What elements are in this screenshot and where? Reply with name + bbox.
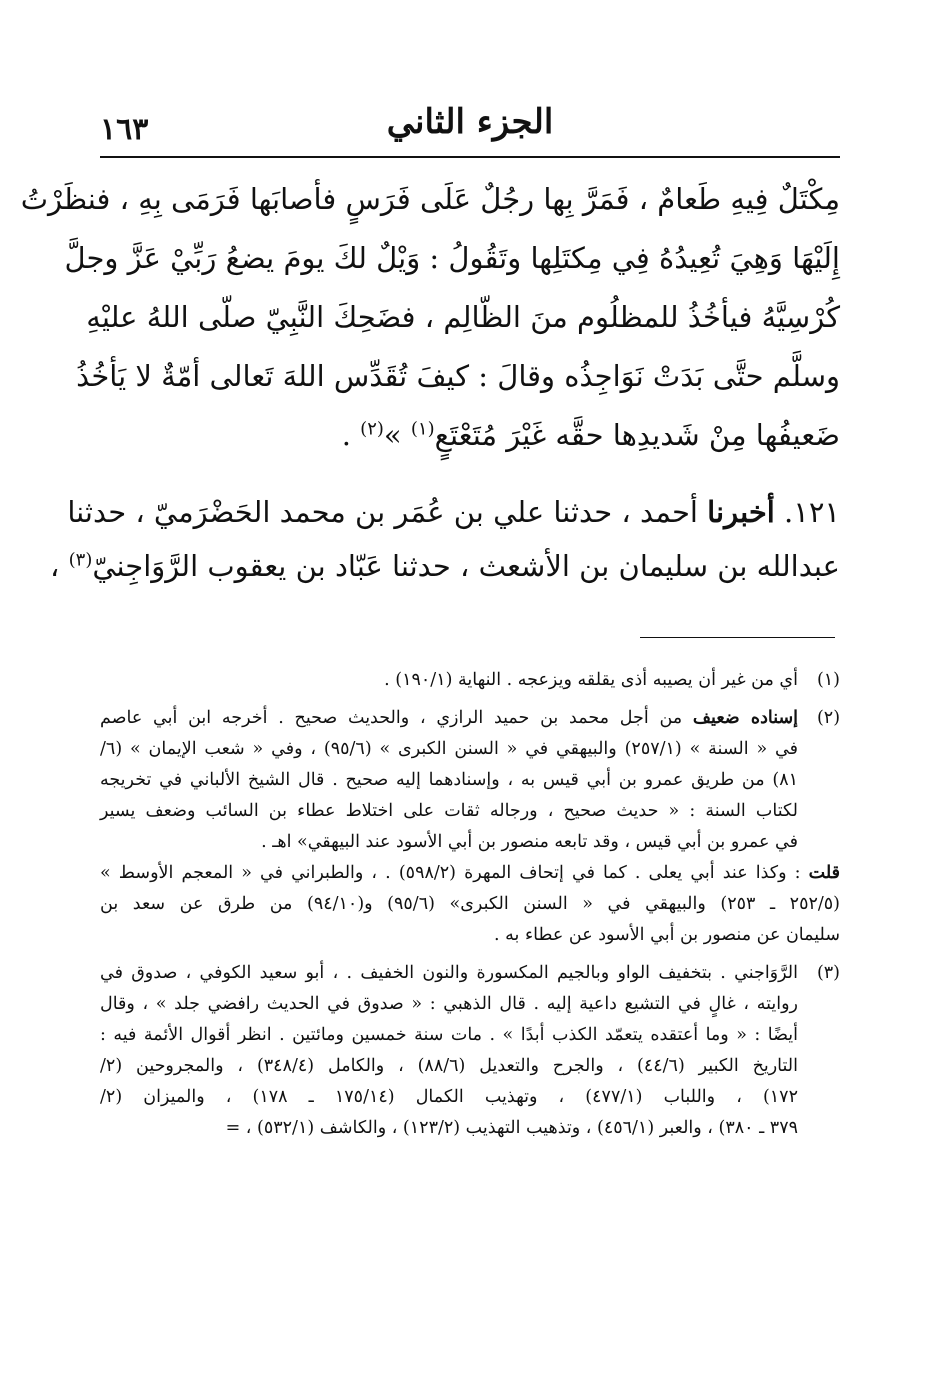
footnote-line: سليمان عن منصور بن أبي الأسود عن عطاء به .: [494, 925, 840, 945]
footnote-line: ٣٧٩ ـ ٣٨٠) ، والعبر (٤٥٦/١) ، وتذهيب التهذيب (١٢٣/٢) ، والكاشف (٥٣٢/١) ، =: [225, 1118, 798, 1138]
header-rule: [100, 156, 840, 158]
footnote-separator: [640, 637, 835, 638]
hadith-line: [67, 485, 840, 539]
footnote-line: في « السنة » (٢٥٧/١) والبيهقي في « السنن الكبرى » (٩٥/٦) ، وفي « شعب الإيمان » (٦/: [100, 739, 798, 759]
main-text: [20, 170, 840, 593]
footnote-number: (٢): [816, 708, 841, 728]
footnote-line: في عمرو بن أبي قيس ، وقد تابعه منصور بن أبي الأسود عند البيهقي» اهـ .: [261, 832, 798, 852]
footnote-3: [100, 958, 840, 989]
footnote-number: (٣): [816, 963, 840, 983]
text-line-last: [95, 406, 840, 465]
footnotes: [100, 665, 840, 1144]
hadith-text: أحمد ، حدثنا علي بن عُمَر بن محمد الحَضْرَميّ ، حدثنا: [67, 495, 708, 529]
footnote-text: أي من غير أن يصيبه أذى يقلقه ويزعجه . النهاية (١٩٠/١) .: [384, 670, 798, 690]
footnote-1: [100, 665, 840, 696]
footnote-text: : وكذا عند أبي يعلى . كما في إتحاف المهرة (٥٩٨/٢) . ، والطبراني في « المعجم الأوسط »: [100, 863, 809, 883]
footnote-line: أيضًا : « وما أعتقده يتعمّد الكذب أبدًا » . مات سنة خمسين ومائتين . انظر أقوال الأئمة فيه :: [100, 1025, 798, 1045]
footnote-bold-lead: قلت: [808, 863, 840, 883]
page-header: [100, 102, 840, 160]
quote-close: »: [383, 418, 411, 452]
text-line: مِكْتَلٌ فِيهِ طَعامٌ ، فَمَرَّ بِها رجُلٌ عَلَى فَرَسٍ فأصابَها فَرَمَى بِهِ ، فنظَرْتُ: [20, 182, 840, 216]
sentence-end: .: [341, 418, 361, 452]
footnote-2: [100, 703, 840, 734]
footnote-line: (٢٥٢/٥ ـ ٢٥٣) والبيهقي في « السنن الكبرى» (٩٥/٦) و(٩٤/١٠) من طرق عن سعد بن: [100, 894, 840, 914]
hadith-121: [50, 485, 840, 593]
footnote-line: التاريخ الكبير (٤٤/٦) ، والجرح والتعديل (٨٨/٦) ، والكامل (٣٤٨/٤) ، والمجروحين (٢/: [100, 1056, 798, 1076]
footnote-line: روايته ، غالٍ في التشيع داعية إليه . قال الذهبي : « صدوق في الحديث رافضي جلد » ، وقال: [100, 994, 798, 1014]
footnote-number: (١): [816, 670, 840, 690]
hadith-lead-word: أخبرنا: [707, 495, 775, 529]
footnote-ref-1: (١): [410, 418, 435, 440]
footnote-line: لكتاب السنة : « حديث صحيح ، ورجاله ثقات على اختلاط عطاء بن السائب وضعف يسير: [100, 801, 798, 821]
page-number: ١٦٣: [100, 112, 149, 147]
footnote-ref-2: (٢): [360, 418, 384, 440]
hadith-number: ١٢١.: [784, 495, 840, 529]
footnote-ref-3: (٣): [68, 549, 93, 571]
text-line: إِلَيْهَا وَهِيَ تُعِيدُهُ فِي مِكتَلِها وتَقُولُ : وَيْلٌ لكَ يومَ يضعُ رَبِّيْ عَزَّ وجلَّ: [64, 241, 840, 275]
footnote-line: ١٧٢) ، واللباب (٤٧٧/١) ، وتهذيب الكمال (١٧٥/١٤ ـ ١٧٨) ، والميزان (٢/: [100, 1087, 798, 1107]
hadith-text: عبدالله بن سليمان بن الأشعث ، حدثنا عَبّاد بن يعقوب الرَّوَاجِنيّ: [92, 549, 840, 583]
footnote-text: من أجل محمد بن حميد الرازي ، والحديث صحيح . أخرجه ابن أبي عاصم: [100, 708, 693, 728]
footnote-text: الرَّوَاجني . بتخفيف الواو وبالجيم المكسورة والنون الخفيف . ، أبو سعيد الكوفي ، صدوق في: [100, 963, 798, 983]
hadith-text-end: ،: [50, 549, 69, 583]
hadith-line: [50, 539, 840, 593]
running-title: الجزء الثاني: [386, 102, 554, 142]
footnote-line: ٨١) من طريق عمرو بن أبي قيس به ، وإسنادهما إليه صحيح . قال الشيخ الألباني في تخريجه: [100, 770, 798, 790]
footnote-bold-lead: إسناده ضعيف: [692, 708, 799, 728]
footnote-qult: [100, 858, 840, 889]
text-fragment: ضَعيفُها مِنْ شَديدِها حقَّه غَيْرَ مُتَعْتَعٍ: [434, 418, 840, 452]
text-line: كُرْسِيَّهُ فيأخُذُ للمظلُوم منَ الظّالِم ، فضَحِكَ النَّبِيّ صلّى اللهُ عليْهِ: [86, 300, 840, 334]
text-line: وسلَّم حتَّى بَدَتْ نَوَاجِذُه وقالَ : كيفَ تُقَدِّس اللهَ تَعالى أمّةٌ لا يَأخُذُ: [76, 359, 840, 393]
